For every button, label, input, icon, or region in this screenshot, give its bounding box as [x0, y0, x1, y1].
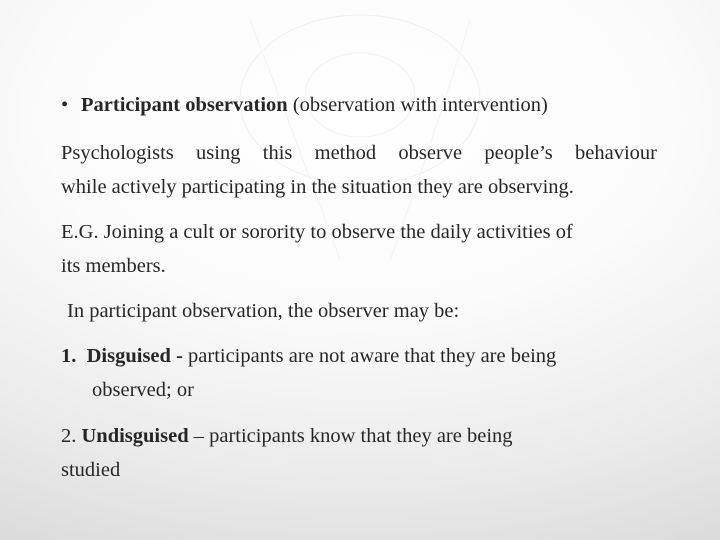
list-item-1-term: Disguised [86, 345, 171, 367]
paragraph-2-line-1: E.G. Joining a cult or sorority to observe the daily activities of [61, 221, 573, 243]
list-item-1-text: participants are not aware that they are being [188, 345, 557, 367]
paragraph-2-line-2: its members. [61, 255, 166, 277]
list-item-2-continuation: studied [61, 459, 121, 481]
intro-line: In participant observation, the observer may be: [67, 300, 460, 322]
bullet-note: (observation with intervention) [292, 94, 548, 116]
list-item-2 [61, 419, 513, 453]
list-item-2-text: participants know that they are being [209, 425, 513, 447]
list-item-2-number: 2. [61, 425, 77, 447]
list-item-1 [61, 339, 556, 373]
list-item-2-term: Undisguised [81, 425, 189, 447]
list-item-1-number: 1. [61, 345, 77, 367]
bullet-term: Participant observation [81, 94, 288, 116]
list-item-2-separator: – [193, 425, 204, 447]
paragraph-1-line-1: Psychologists using this method observe people’s behaviour [61, 142, 657, 164]
bullet-icon: • [61, 94, 69, 116]
list-item-1-separator: - [176, 345, 183, 367]
paragraph-1-line-2: while actively participating in the situation they are observing. [61, 176, 574, 198]
list-item-1-continuation: observed; or [92, 379, 194, 401]
bullet-line [61, 88, 548, 122]
